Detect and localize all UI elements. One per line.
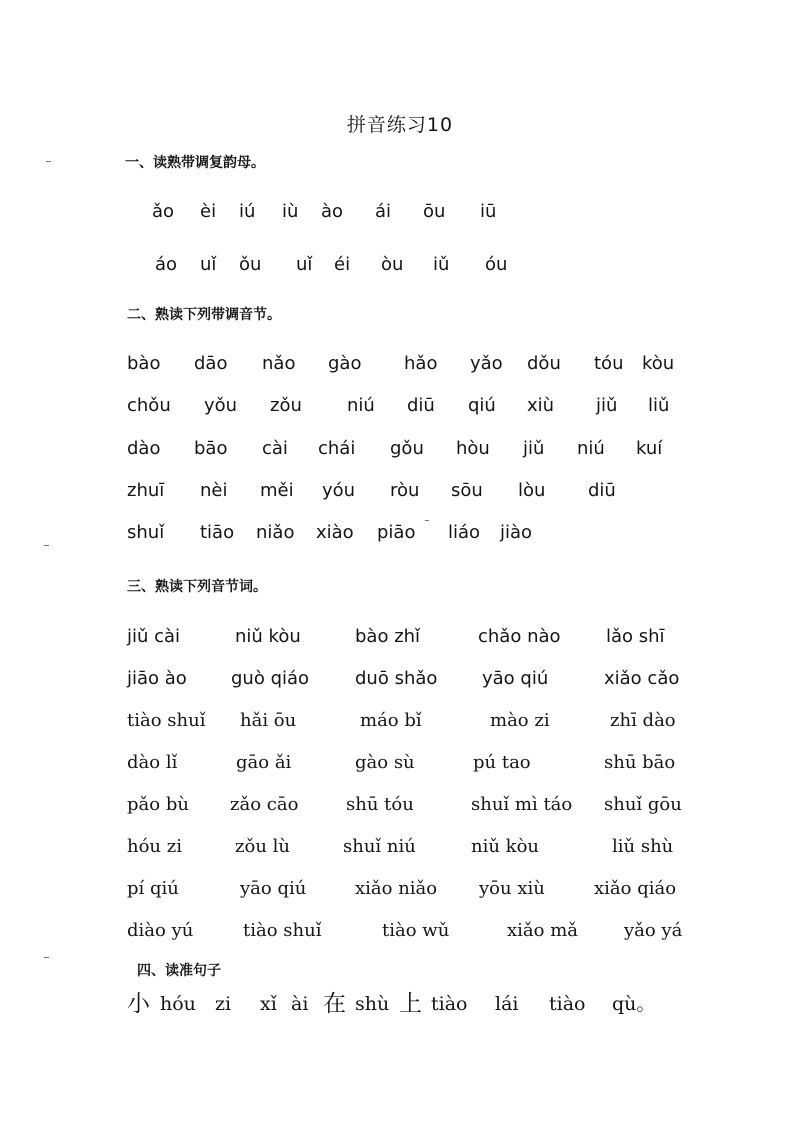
section-4-heading: 四、读准句子 (137, 963, 221, 979)
syllable-item: kòu (642, 353, 675, 374)
vowel-item: iǔ (433, 254, 450, 275)
word-item: gāo ǎi (236, 752, 292, 773)
vowel-item: uǐ (200, 254, 217, 275)
word-item: yōu xiù (479, 878, 545, 899)
sentence-token: 小 (127, 991, 150, 1017)
syllable-item: liáo (448, 522, 481, 543)
sentence-token: tiào (549, 993, 586, 1015)
word-row-8 (0, 916, 800, 946)
syllable-item: yóu (322, 480, 356, 501)
vowel-item: èi (200, 201, 217, 222)
word-item: shuǐ gōu (604, 794, 682, 815)
syllable-item: niǎo (256, 522, 295, 543)
page-title: 拼音练习10 (346, 114, 454, 136)
syllable-item: ròu (390, 480, 420, 501)
vowel-item: ǎo (152, 201, 175, 222)
word-item: pǎo bù (127, 794, 189, 815)
word-item: gào sù (355, 752, 415, 773)
word-item: jiǔ cài (127, 626, 181, 647)
syllable-item: bào (127, 353, 161, 374)
practice-sentence (125, 984, 765, 1024)
syllable-item: jiǔ (596, 395, 618, 416)
word-item: jiāo ào (127, 668, 187, 689)
syllable-item: xiào (316, 522, 354, 543)
syllable-item: měi (260, 480, 294, 501)
vowel-item: uǐ (296, 254, 313, 275)
word-item: yāo qiú (482, 668, 549, 689)
vowel-item: iù (282, 201, 299, 222)
word-row-5 (0, 790, 800, 820)
word-item: yāo qiú (240, 878, 307, 899)
syllable-item: diū (588, 480, 616, 501)
word-row-2 (0, 664, 800, 694)
vowel-item: ào (321, 201, 344, 222)
syllable-item: liǔ (648, 395, 670, 416)
word-item: hǎi ōu (240, 710, 297, 731)
syllable-row-5 (0, 518, 800, 548)
word-item: diào yú (127, 920, 194, 941)
vowel-item: ōu (423, 201, 446, 222)
syllable-item: nǎo (262, 353, 296, 374)
syllable-item: hǎo (404, 353, 438, 374)
syllable-item: gǒu (390, 438, 424, 459)
syllable-item: yǒu (204, 395, 238, 416)
syllable-row-4 (0, 476, 800, 506)
word-item: yǎo yá (624, 920, 683, 941)
word-item: zǎo cāo (230, 794, 299, 815)
word-item: xiǎo mǎ (507, 920, 578, 941)
sentence-token: 上 (399, 991, 422, 1017)
word-row-4 (0, 748, 800, 778)
sentence-token: 在 (323, 991, 346, 1017)
vowel-item: ǒu (239, 254, 262, 275)
syllable-item: jiǔ (523, 438, 545, 459)
word-item: zǒu lù (235, 836, 290, 857)
word-item: lǎo shī (606, 626, 665, 647)
sentence-token: zi (215, 993, 232, 1015)
word-row-3 (0, 706, 800, 736)
word-item: shuǐ mì táo (471, 794, 573, 815)
scan-speck (44, 957, 49, 958)
syllable-item: hòu (456, 438, 490, 459)
word-item: dào lǐ (127, 752, 178, 773)
word-item: xiǎo niǎo (355, 878, 438, 899)
word-item: tiào shuǐ (243, 920, 322, 941)
word-row-6 (0, 832, 800, 862)
vowel-item: ái (375, 201, 392, 222)
scan-speck (44, 545, 49, 546)
syllable-item: nèi (200, 480, 228, 501)
sentence-token: lái (495, 993, 519, 1015)
word-item: pí qiú (127, 878, 179, 899)
sentence-token: hóu (160, 993, 196, 1015)
word-item: chǎo nào (478, 626, 561, 647)
sentence-token: xǐ (260, 993, 277, 1015)
syllable-item: chái (318, 438, 356, 459)
syllable-item: dǒu (527, 353, 561, 374)
syllable-item: lòu (518, 480, 546, 501)
syllable-item: piāo (377, 522, 416, 543)
word-item: shū bāo (604, 752, 676, 773)
syllable-item: bāo (194, 438, 228, 459)
section-1-heading: 一、读熟带调复韵母。 (125, 155, 265, 171)
word-item: mào zi (490, 710, 550, 731)
syllable-item: xiù (527, 395, 555, 416)
vowel-row-1 (0, 197, 800, 227)
syllable-item: qiú (468, 395, 496, 416)
word-item: zhī dào (610, 710, 676, 731)
sentence-token: tiào (431, 993, 468, 1015)
word-row-7 (0, 874, 800, 904)
word-item: tiào shuǐ (127, 710, 206, 731)
syllable-item: zǒu (270, 395, 302, 416)
vowel-item: òu (381, 254, 404, 275)
word-item: guò qiáo (231, 668, 310, 689)
syllable-item: diū (407, 395, 435, 416)
word-item: máo bǐ (360, 710, 422, 731)
word-item: hóu zi (127, 836, 182, 857)
syllable-item: zhuī (127, 480, 165, 501)
syllable-item: niú (577, 438, 605, 459)
word-row-1 (0, 622, 800, 652)
word-item: duō shǎo (355, 668, 438, 689)
syllable-row-1 (0, 349, 800, 379)
word-item: shū tóu (346, 794, 414, 815)
syllable-item: tiāo (200, 522, 235, 543)
scan-speck (46, 161, 51, 162)
syllable-item: jiào (500, 522, 533, 543)
word-item: bào zhǐ (355, 626, 421, 647)
vowel-item: óu (485, 254, 508, 275)
vowel-item: iú (239, 201, 256, 222)
syllable-row-2 (0, 391, 800, 421)
sentence-token: ài (291, 993, 309, 1015)
syllable-item: tóu (594, 353, 624, 374)
word-item: liǔ shù (612, 836, 674, 857)
syllable-item: gào (328, 353, 362, 374)
sentence-token: qù。 (612, 993, 656, 1015)
syllable-item: kuí (636, 438, 663, 459)
syllable-item: sōu (451, 480, 483, 501)
word-item: tiào wǔ (382, 920, 450, 941)
syllable-item: dāo (194, 353, 228, 374)
section-3-heading: 三、熟读下列音节词。 (127, 579, 267, 595)
vowel-item: éi (334, 254, 351, 275)
word-item: xiǎo qiáo (594, 878, 677, 899)
scan-speck (425, 520, 429, 521)
syllable-item: shuǐ (127, 522, 165, 543)
word-item: pú tao (473, 752, 531, 773)
syllable-item: chǒu (127, 395, 171, 416)
word-item: xiǎo cǎo (604, 668, 680, 689)
word-item: niǔ kòu (471, 836, 540, 857)
syllable-row-3 (0, 434, 800, 464)
sentence-token: shù (355, 993, 390, 1015)
vowel-item: áo (155, 254, 178, 275)
word-item: niǔ kòu (235, 626, 301, 647)
vowel-item: iū (480, 201, 497, 222)
syllable-item: cài (262, 438, 288, 459)
syllable-item: yǎo (470, 353, 503, 374)
syllable-item: niú (347, 395, 375, 416)
section-2-heading: 二、熟读下列带调音节。 (127, 307, 281, 323)
syllable-item: dào (127, 438, 161, 459)
word-item: shuǐ niú (343, 836, 416, 857)
vowel-row-2 (0, 250, 800, 280)
